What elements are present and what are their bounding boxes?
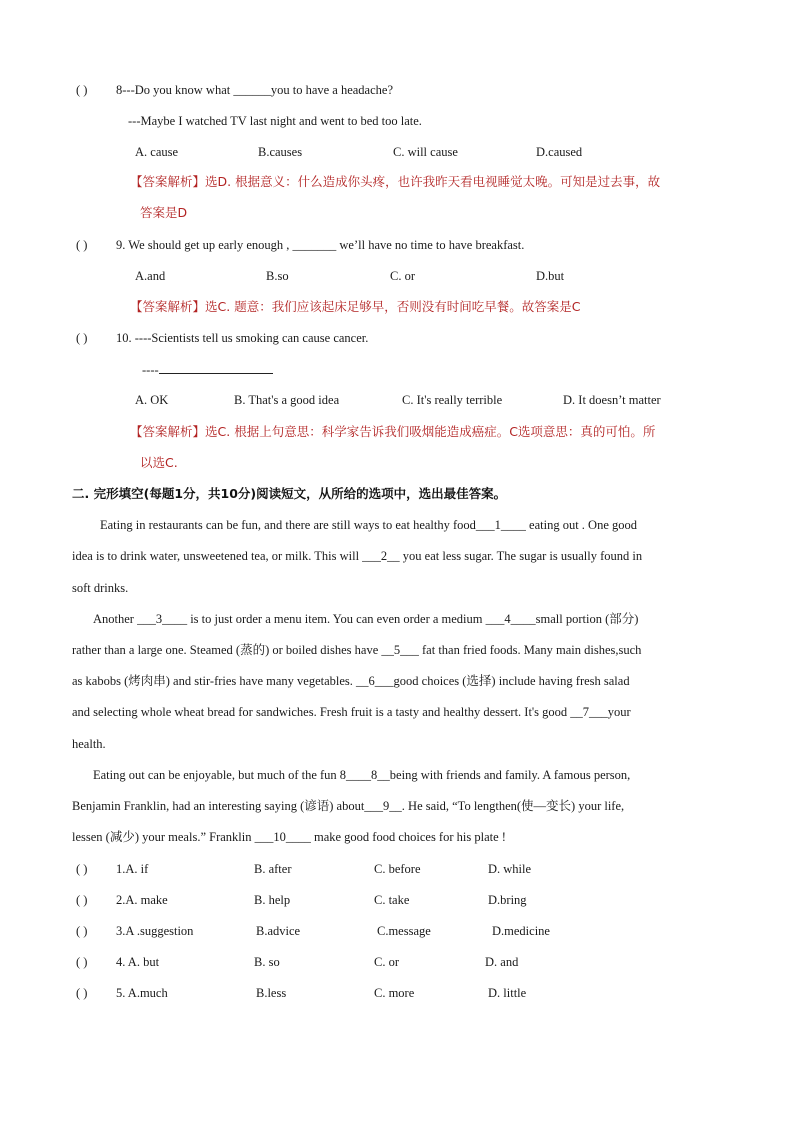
section-title: 二. 完形填空(每题1分，共10分)阅读短文，从所给的选项中，选出最佳答案。: [72, 486, 507, 501]
passage-line: and selecting whole wheat bread for sandwiches. Fresh fruit is a tasty and healthy dessert. It's good __7___your: [72, 705, 631, 719]
q8-option-b: B.causes: [258, 145, 303, 159]
q8-stem: 8---Do you know what ______you to have a headache?: [116, 83, 393, 97]
q10-dialog-dash: ----: [142, 363, 159, 377]
q9-option-b: B.so: [266, 269, 289, 283]
q8-option-c: C. will cause: [393, 145, 458, 159]
answer-paren: ( ): [76, 862, 88, 876]
q10-option-d: D. It doesn’t matter: [563, 393, 661, 407]
cloze-option-c: C. more: [374, 986, 415, 1000]
q8-analysis-cont: 答案是D: [140, 205, 188, 220]
cloze-option-c: C.message: [377, 924, 431, 938]
answer-paren: ( ): [76, 331, 88, 345]
cloze-row: [76, 954, 159, 970]
cloze-option-d: D.medicine: [492, 924, 550, 938]
q8-option-a: A. cause: [135, 145, 179, 159]
passage-line: Another ___3____ is to just order a menu item. You can even order a medium ___4____small portion (部分): [93, 612, 639, 626]
q8-dialog-line: ---Maybe I watched TV last night and went to bed too late.: [128, 114, 422, 128]
cloze-option-c: C. before: [374, 862, 421, 876]
q8-analysis: [130, 174, 660, 190]
answer-paren: ( ): [76, 893, 88, 907]
cloze-option-c: C. take: [374, 893, 410, 907]
q8-option-d: D.caused: [536, 145, 583, 159]
cloze-option-a: 2.A. make: [116, 893, 168, 907]
analysis-tag: 【答案解析】: [130, 424, 206, 439]
cloze-row: [76, 861, 148, 877]
cloze-option-d: D. and: [485, 955, 519, 969]
cloze-option-a: 3.A .suggestion: [116, 924, 194, 938]
q9-option-c: C. or: [390, 269, 415, 283]
answer-paren: ( ): [76, 83, 88, 97]
cloze-option-b: B. so: [254, 955, 280, 969]
cloze-row: [76, 892, 168, 908]
answer-paren: ( ): [76, 924, 88, 938]
cloze-option-d: D.bring: [488, 893, 527, 907]
q10-option-a: A. OK: [135, 393, 169, 407]
q10-stem-line: [76, 330, 368, 346]
q9-stem-line: [76, 237, 524, 253]
cloze-row: [76, 923, 193, 939]
cloze-option-c: C. or: [374, 955, 399, 969]
q10-dialog-line: [142, 361, 273, 378]
analysis-tag: 【答案解析】: [130, 299, 206, 314]
q8-stem-line: [76, 82, 393, 98]
cloze-option-d: D. while: [488, 862, 532, 876]
answer-blank: [159, 361, 273, 374]
passage-line: soft drinks.: [72, 581, 129, 595]
passage-line: as kabobs (烤肉串) and stir-fries have many vegetables. __6___good choices (选择) include having fresh salad: [72, 674, 630, 688]
answer-paren: ( ): [76, 986, 88, 1000]
cloze-option-a: 5. A.much: [116, 986, 168, 1000]
q10-option-b: B. That's a good idea: [234, 393, 340, 407]
answer-paren: ( ): [76, 955, 88, 969]
cloze-option-b: B. help: [254, 893, 291, 907]
passage-line: Eating in restaurants can be fun, and there are still ways to eat healthy food___1____ eating out . One good: [100, 518, 637, 532]
passage-line: lessen (减少) your meals.” Franklin ___10____ make good food choices for his plate !: [72, 830, 506, 844]
cloze-row: [76, 985, 168, 1001]
cloze-option-b: B. after: [254, 862, 292, 876]
q10-stem: 10. ----Scientists tell us smoking can cause cancer.: [116, 331, 369, 345]
passage-line: Eating out can be enjoyable, but much of the fun 8____8__being with friends and family. A famous person,: [93, 768, 631, 782]
q10-option-c: C. It's really terrible: [402, 393, 503, 407]
cloze-option-a: 4. A. but: [116, 955, 160, 969]
passage-line: rather than a large one. Steamed (蒸的) or boiled dishes have __5___ fat than fried foods. Many main dishes,such: [72, 643, 642, 657]
q10-analysis-cont: 以选C.: [140, 455, 178, 470]
passage-line: health.: [72, 737, 106, 751]
passage-line: Benjamin Franklin, had an interesting saying (谚语) about___9__. He said, “To lengthen(使—变长) your life,: [72, 799, 625, 813]
q9-option-d: D.but: [536, 269, 565, 283]
cloze-option-b: B.less: [256, 986, 287, 1000]
cloze-option-d: D. little: [488, 986, 527, 1000]
analysis-text: 选D. 根据意义：什么造成你头疼，也许我昨天看电视睡觉太晚。可知是过去事，故: [205, 174, 661, 189]
q9-option-a: A.and: [135, 269, 166, 283]
q9-stem: 9. We should get up early enough , _______ we’ll have no time to have breakfast.: [116, 238, 525, 252]
q10-analysis: [130, 424, 655, 440]
analysis-text: 选C. 题意：我们应该起床足够早，否则没有时间吃早餐。故答案是C: [205, 299, 581, 314]
passage-line: idea is to drink water, unsweetened tea, or milk. This will ___2__ you eat less sugar. The sugar is usually found in: [72, 549, 643, 563]
analysis-tag: 【答案解析】: [130, 174, 206, 189]
cloze-option-b: B.advice: [256, 924, 301, 938]
answer-paren: ( ): [76, 238, 88, 252]
cloze-option-a: 1.A. if: [116, 862, 149, 876]
q9-analysis: [130, 299, 580, 315]
analysis-text: 选C. 根据上句意思：科学家告诉我们吸烟能造成癌症。C选项意思：真的可怕。所: [205, 424, 656, 439]
